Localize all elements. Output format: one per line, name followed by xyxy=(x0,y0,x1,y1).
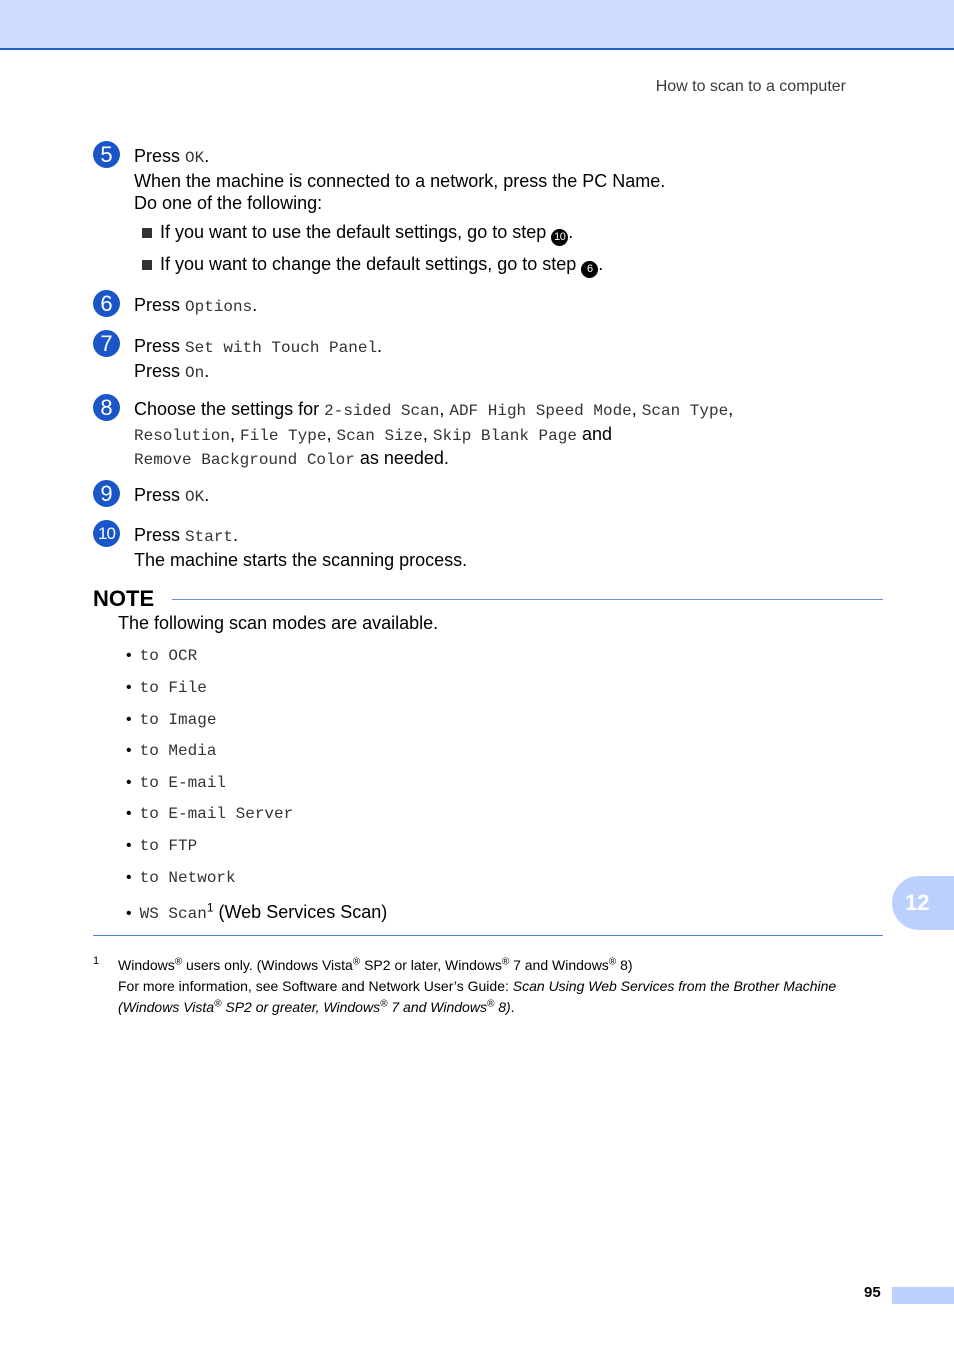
scan-mode: to Image xyxy=(139,711,217,729)
step-9 xyxy=(134,484,209,509)
step-text: Press xyxy=(134,525,186,545)
list-item xyxy=(126,804,293,824)
punct: . xyxy=(204,360,210,381)
square-bullet-icon xyxy=(142,260,152,270)
page-number: 95 xyxy=(864,1284,881,1301)
scan-mode: to FTP xyxy=(139,837,198,855)
step-6 xyxy=(134,294,257,319)
punct: . xyxy=(204,146,210,166)
step-number-10: 10 xyxy=(93,520,120,547)
step-number-9: 9 xyxy=(93,480,120,507)
list-item xyxy=(126,678,207,698)
fn-text: 8) xyxy=(616,957,633,973)
square-bullet-icon xyxy=(142,228,152,238)
ui-term: Set with Touch Panel xyxy=(185,339,378,357)
registered-mark: ® xyxy=(380,998,388,1010)
punct: , xyxy=(631,399,642,419)
step-10 xyxy=(134,524,467,571)
registered-mark: ® xyxy=(352,956,361,968)
fn-text: users only. (Windows Vista xyxy=(182,957,353,973)
step-text: as needed. xyxy=(354,448,449,468)
ui-term: 2-sided Scan xyxy=(324,402,440,420)
note-bottom-divider xyxy=(93,935,883,936)
ui-term: Scan Size xyxy=(336,426,423,445)
ui-term: Remove Background Color xyxy=(134,451,355,469)
ui-term: OK xyxy=(185,488,205,506)
footnote-marker: 1 xyxy=(93,955,100,967)
chapter-tab: 12 xyxy=(892,876,954,930)
scan-mode: to Network xyxy=(139,869,236,887)
guide-title: Scan Using Web Services from the Brother Machine xyxy=(512,978,837,994)
page-number-tab xyxy=(892,1287,954,1304)
guide-title: SP2 or greater, Windows xyxy=(221,999,381,1015)
step-8 xyxy=(134,398,733,472)
list-item xyxy=(126,741,216,761)
punct: . xyxy=(233,525,239,545)
punct: . xyxy=(204,485,210,505)
punct: , xyxy=(439,399,450,419)
registered-mark: ® xyxy=(501,956,510,968)
option-text: If you want to use the default settings, go to step xyxy=(160,222,552,242)
scan-mode: to E-mail xyxy=(139,774,227,792)
step-number-6: 6 xyxy=(93,290,120,317)
step-number-5: 5 xyxy=(93,141,120,168)
bullet: • xyxy=(126,711,132,728)
list-item xyxy=(126,646,197,666)
step-ref-10-icon: 10 xyxy=(551,229,568,246)
step-ref-6-icon: 6 xyxy=(581,261,598,278)
bullet: • xyxy=(126,679,132,696)
header-band xyxy=(0,0,954,50)
list-item xyxy=(126,836,197,856)
ui-term: On xyxy=(185,363,205,382)
ui-term: Scan Type xyxy=(641,402,729,420)
ui-term: Start xyxy=(185,528,234,546)
note-intro: The following scan modes are available. xyxy=(118,613,439,633)
option-change-settings xyxy=(142,253,603,278)
registered-mark: ® xyxy=(214,998,222,1010)
footnote-ref: 1 xyxy=(206,900,214,915)
scan-mode: to E-mail Server xyxy=(139,805,294,823)
step-text: The machine starts the scanning process. xyxy=(134,549,468,570)
footnote xyxy=(118,955,888,1018)
step-text: Do one of the following: xyxy=(134,193,323,213)
step-text: Press xyxy=(134,146,186,166)
guide-title: 7 and Windows xyxy=(387,999,487,1015)
punct: . xyxy=(598,254,604,274)
option-text: If you want to change the default settings, go to step xyxy=(160,254,582,274)
running-header: How to scan to a computer xyxy=(655,78,846,95)
fn-text: SP2 or later, Windows xyxy=(360,957,502,973)
fn-text: 7 and Windows xyxy=(509,957,609,973)
scan-mode: to Media xyxy=(139,742,217,760)
ui-term: Resolution xyxy=(134,426,231,445)
ui-term: Skip Blank Page xyxy=(432,426,577,445)
bullet: • xyxy=(126,869,132,886)
ui-term: File Type xyxy=(240,426,327,445)
punct: , xyxy=(422,423,433,444)
step-text: Press xyxy=(134,485,186,505)
list-item xyxy=(126,868,236,888)
ui-term: ADF High Speed Mode xyxy=(449,402,632,420)
scan-mode-desc: (Web Services Scan) xyxy=(213,902,388,922)
option-default-settings xyxy=(142,221,573,246)
step-text: When the machine is connected to a network, press the PC Name. xyxy=(134,170,666,191)
step-text: Press xyxy=(134,336,186,356)
ui-term: OK xyxy=(185,149,205,167)
guide-title: (Windows Vista xyxy=(118,999,215,1015)
punct: , xyxy=(230,423,241,444)
punct: . xyxy=(568,222,574,242)
punct: , xyxy=(326,423,337,444)
punct: , xyxy=(728,399,734,419)
punct: . xyxy=(252,295,258,315)
bullet: • xyxy=(126,742,132,759)
registered-mark: ® xyxy=(486,998,495,1010)
registered-mark: ® xyxy=(608,956,617,968)
list-item xyxy=(126,902,387,924)
list-item xyxy=(126,710,216,730)
fn-text: Windows xyxy=(118,957,175,973)
step-text: Press xyxy=(134,360,186,381)
step-7 xyxy=(134,335,382,384)
punct: . xyxy=(510,999,515,1015)
punct: . xyxy=(377,336,383,356)
bullet: • xyxy=(126,647,132,664)
step-text: Press xyxy=(134,295,186,315)
step-text: Choose the settings for xyxy=(134,399,325,419)
scan-mode: to File xyxy=(139,679,207,697)
note-divider xyxy=(172,599,883,600)
bullet: • xyxy=(126,837,132,854)
step-text: and xyxy=(576,423,612,444)
bullet: • xyxy=(126,805,132,822)
ui-term: Options xyxy=(185,298,253,316)
step-number-8: 8 xyxy=(93,394,120,421)
scan-mode: WS Scan xyxy=(139,905,207,923)
note-title: NOTE xyxy=(93,586,155,611)
bullet: • xyxy=(126,774,132,791)
fn-text: For more information, see Software and Network User’s Guide: xyxy=(118,978,513,994)
registered-mark: ® xyxy=(174,956,183,968)
scan-mode: to OCR xyxy=(139,647,198,665)
guide-title: 8) xyxy=(494,999,511,1015)
bullet: • xyxy=(126,905,132,922)
step-5 xyxy=(134,145,665,215)
list-item xyxy=(126,773,226,793)
step-number-7: 7 xyxy=(93,330,120,357)
